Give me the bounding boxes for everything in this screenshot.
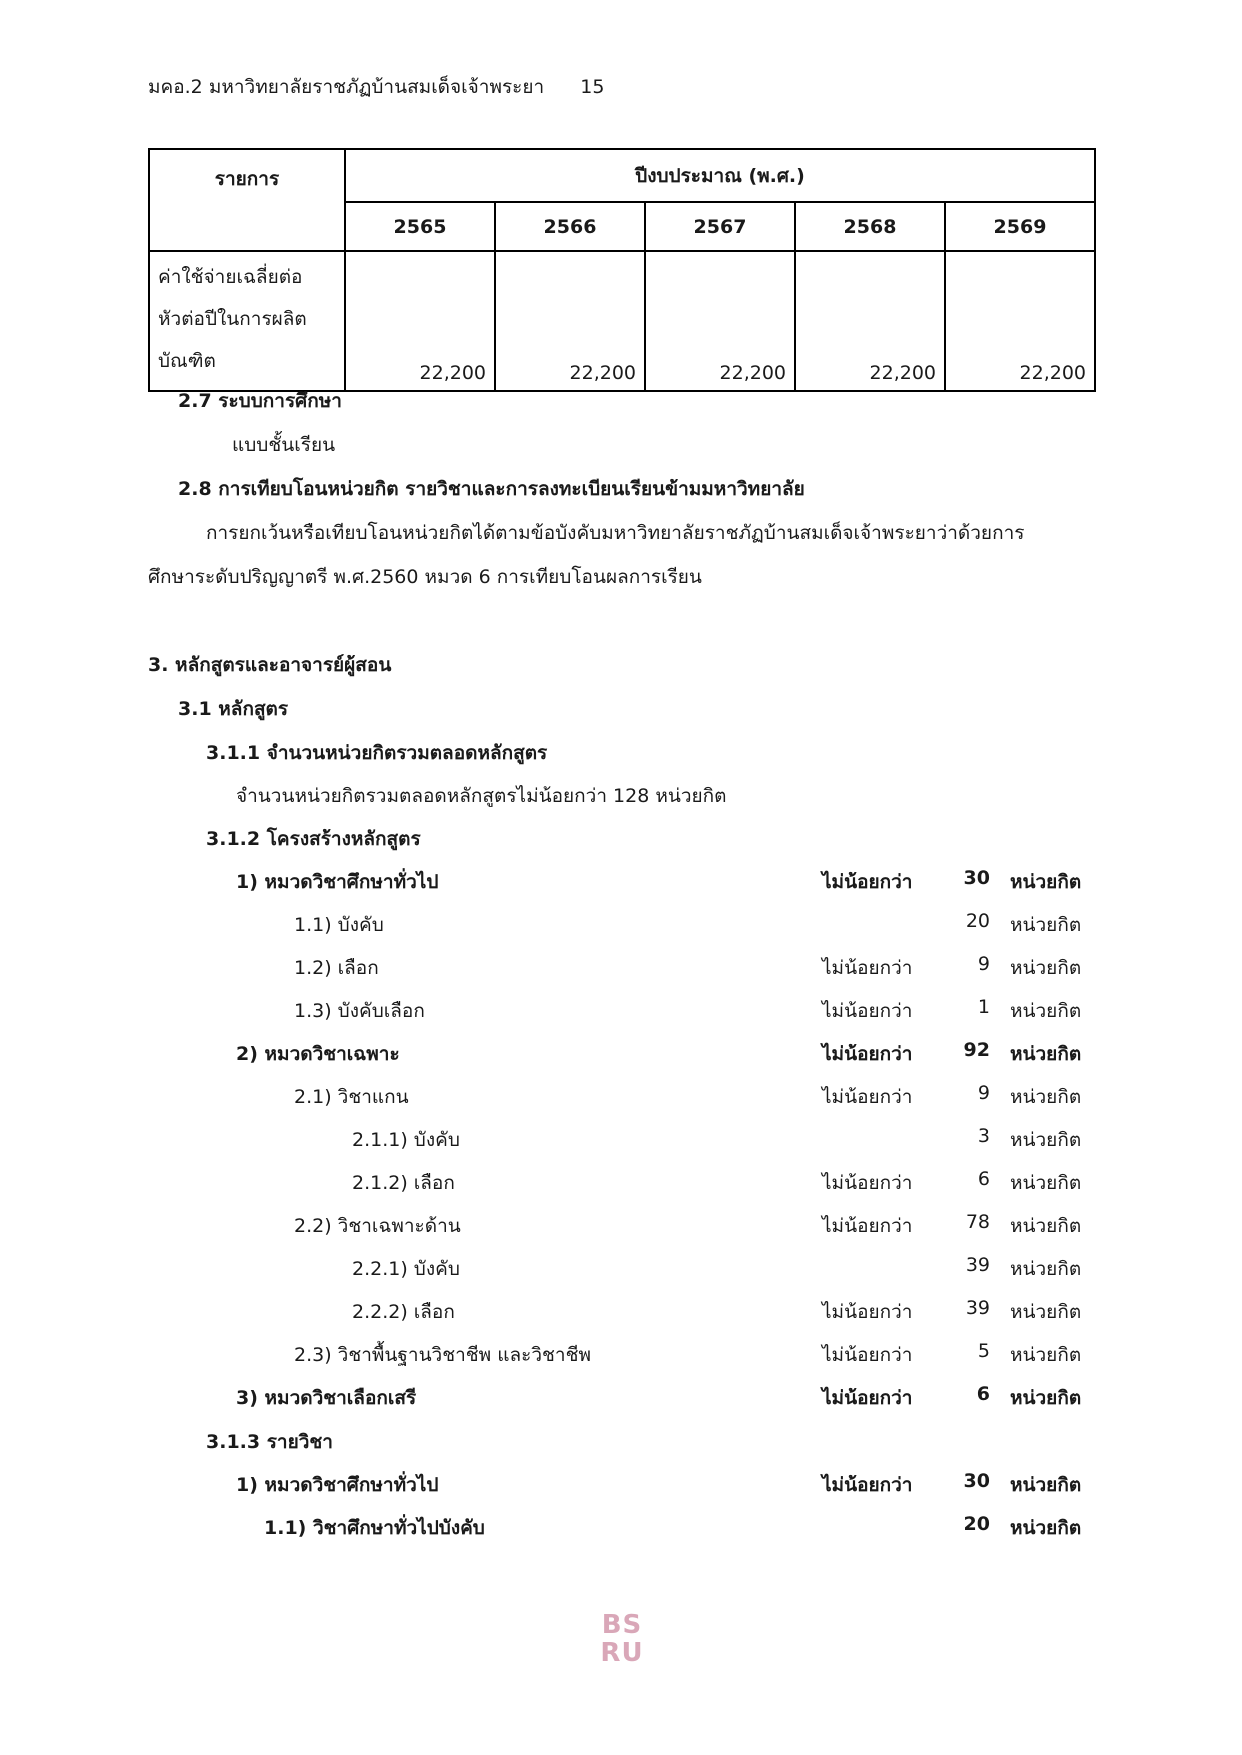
structure-credits: 3 — [977, 1125, 990, 1147]
structure-label: 1.2) เลือก — [294, 957, 379, 979]
structure-row — [0, 1383, 1242, 1413]
structure-unit: หน่วยกิต — [1010, 1258, 1082, 1280]
structure-label: 3) หมวดวิชาเลือกเสรี — [236, 1387, 417, 1409]
structure-unit: หน่วยกิต — [1010, 1344, 1082, 1366]
structure-credits: 6 — [976, 1383, 990, 1405]
section-2-8-para-line: การยกเว้นหรือเทียบโอนหน่วยกิตได้ตามข้อบังคับมหาวิทยาลัยราชภัฏบ้านสมเด็จเจ้าพระยาว่าด้วยการ — [206, 522, 1025, 544]
section-3-heading: 3. หลักสูตรและอาจารย์ผู้สอน — [148, 654, 392, 676]
structure-unit: หน่วยกิต — [1010, 1043, 1082, 1065]
structure-row — [0, 910, 1242, 940]
structure-row — [0, 1168, 1242, 1198]
structure-label: 2.3) วิชาพื้นฐานวิชาชีพ และวิชาชีพ — [294, 1344, 591, 1366]
svg-text:BS: BS — [601, 1610, 643, 1640]
section-3-1-1-text: จำนวนหน่วยกิตรวมตลอดหลักสูตรไม่น้อยกว่า 128 หน่วยกิต — [236, 785, 727, 807]
structure-credits: 39 — [965, 1297, 990, 1319]
section-2-8-heading: 2.8 การเทียบโอนหน่วยกิต รายวิชาและการลงทะเบียนเรียนข้ามมหาวิทยาลัย — [178, 478, 805, 500]
structure-credits: 1 — [977, 996, 990, 1018]
structure-qualifier: ไม่น้อยกว่า — [822, 1301, 913, 1323]
structure-credits: 6 — [977, 1168, 990, 1190]
structure-unit: หน่วยกิต — [1010, 1301, 1082, 1323]
row-label-line: บัณฑิต — [158, 350, 216, 372]
structure-unit: หน่วยกิต — [1010, 1172, 1082, 1194]
structure-qualifier: ไม่น้อยกว่า — [822, 1043, 913, 1065]
structure-label: 1.1) บังคับ — [294, 914, 384, 936]
row-label — [149, 251, 345, 391]
structure-unit: หน่วยกิต — [1010, 1000, 1082, 1022]
section-3-1-2-heading: 3.1.2 โครงสร้างหลักสูตร — [206, 828, 421, 850]
structure-label: 2) หมวดวิชาเฉพาะ — [236, 1043, 400, 1065]
structure-qualifier: ไม่น้อยกว่า — [822, 1172, 913, 1194]
structure-credits: 30 — [963, 867, 990, 889]
svg-text:RU: RU — [600, 1638, 644, 1667]
fiscal-year-header: ปีงบประมาณ (พ.ศ.) — [345, 149, 1095, 202]
cost-value: 22,200 — [795, 251, 945, 391]
structure-row — [0, 1039, 1242, 1069]
year-header: 2568 — [795, 202, 945, 251]
structure-qualifier: ไม่น้อยกว่า — [822, 957, 913, 979]
structure-row — [0, 996, 1242, 1026]
structure-unit: หน่วยกิต — [1010, 1086, 1082, 1108]
section-2-8-para-line: ศึกษาระดับปริญญาตรี พ.ศ.2560 หมวด 6 การเทียบโอนผลการเรียน — [148, 566, 702, 588]
structure-label: 2.1) วิชาแกน — [294, 1086, 409, 1108]
structure-label: 1.3) บังคับเลือก — [294, 1000, 425, 1022]
structure-unit: หน่วยกิต — [1010, 1215, 1082, 1237]
course-row — [0, 1513, 1242, 1543]
year-header: 2569 — [945, 202, 1095, 251]
section-3-1-heading: 3.1 หลักสูตร — [178, 698, 289, 720]
structure-credits: 9 — [977, 953, 990, 975]
structure-credits: 5 — [977, 1340, 990, 1362]
structure-unit: หน่วยกิต — [1010, 871, 1082, 893]
structure-label: 2.1.1) บังคับ — [352, 1129, 460, 1151]
row-label-line: ค่าใช้จ่ายเฉลี่ยต่อ — [158, 266, 303, 288]
university-logo — [596, 1607, 648, 1667]
structure-qualifier: ไม่น้อยกว่า — [822, 1344, 913, 1366]
course-row — [0, 1470, 1242, 1500]
section-2-7-text: แบบชั้นเรียน — [232, 434, 336, 456]
course-credits: 30 — [963, 1470, 990, 1492]
structure-qualifier: ไม่น้อยกว่า — [822, 1000, 913, 1022]
structure-qualifier: ไม่น้อยกว่า — [822, 1387, 913, 1409]
structure-unit: หน่วยกิต — [1010, 957, 1082, 979]
structure-row — [0, 953, 1242, 983]
course-label: 1) หมวดวิชาศึกษาทั่วไป — [236, 1474, 439, 1496]
structure-label: 1) หมวดวิชาศึกษาทั่วไป — [236, 871, 439, 893]
cost-value: 22,200 — [345, 251, 495, 391]
cost-value: 22,200 — [645, 251, 795, 391]
course-qualifier: ไม่น้อยกว่า — [822, 1474, 913, 1496]
structure-row — [0, 1082, 1242, 1112]
course-label: 1.1) วิชาศึกษาทั่วไปบังคับ — [264, 1517, 485, 1539]
structure-row — [0, 1125, 1242, 1155]
item-header: รายการ — [149, 149, 345, 251]
structure-row — [0, 1211, 1242, 1241]
course-unit: หน่วยกิต — [1010, 1517, 1082, 1539]
year-header: 2565 — [345, 202, 495, 251]
structure-credits: 92 — [963, 1039, 990, 1061]
section-2-7-heading: 2.7 ระบบการศึกษา — [178, 390, 342, 412]
page-number: 15 — [580, 76, 605, 98]
structure-qualifier: ไม่น้อยกว่า — [822, 1086, 913, 1108]
structure-row — [0, 1254, 1242, 1284]
row-label-line: หัวต่อปีในการผลิต — [158, 308, 307, 330]
structure-unit: หน่วยกิต — [1010, 1387, 1082, 1409]
structure-unit: หน่วยกิต — [1010, 1129, 1082, 1151]
structure-qualifier: ไม่น้อยกว่า — [822, 1215, 913, 1237]
cost-value: 22,200 — [945, 251, 1095, 391]
course-unit: หน่วยกิต — [1010, 1474, 1082, 1496]
year-header: 2567 — [645, 202, 795, 251]
budget-table — [148, 148, 1096, 392]
structure-label: 2.2.1) บังคับ — [352, 1258, 460, 1280]
year-header: 2566 — [495, 202, 645, 251]
structure-credits: 39 — [965, 1254, 990, 1276]
structure-row — [0, 1297, 1242, 1327]
cost-value: 22,200 — [495, 251, 645, 391]
page-header — [148, 72, 604, 102]
structure-row — [0, 1340, 1242, 1370]
header-text: มคอ.2 มหาวิทยาลัยราชภัฏบ้านสมเด็จเจ้าพระยา — [148, 76, 545, 98]
section-3-1-1-heading: 3.1.1 จำนวนหน่วยกิตรวมตลอดหลักสูตร — [206, 742, 548, 764]
structure-unit: หน่วยกิต — [1010, 914, 1082, 936]
structure-label: 2.2.2) เลือก — [352, 1301, 455, 1323]
structure-qualifier: ไม่น้อยกว่า — [822, 871, 913, 893]
structure-credits: 20 — [965, 910, 990, 932]
structure-credits: 9 — [977, 1082, 990, 1104]
course-credits: 20 — [963, 1513, 990, 1535]
structure-label: 2.2) วิชาเฉพาะด้าน — [294, 1215, 461, 1237]
structure-credits: 78 — [965, 1211, 990, 1233]
structure-row — [0, 867, 1242, 897]
section-3-1-3-heading: 3.1.3 รายวิชา — [206, 1431, 333, 1453]
structure-label: 2.1.2) เลือก — [352, 1172, 455, 1194]
